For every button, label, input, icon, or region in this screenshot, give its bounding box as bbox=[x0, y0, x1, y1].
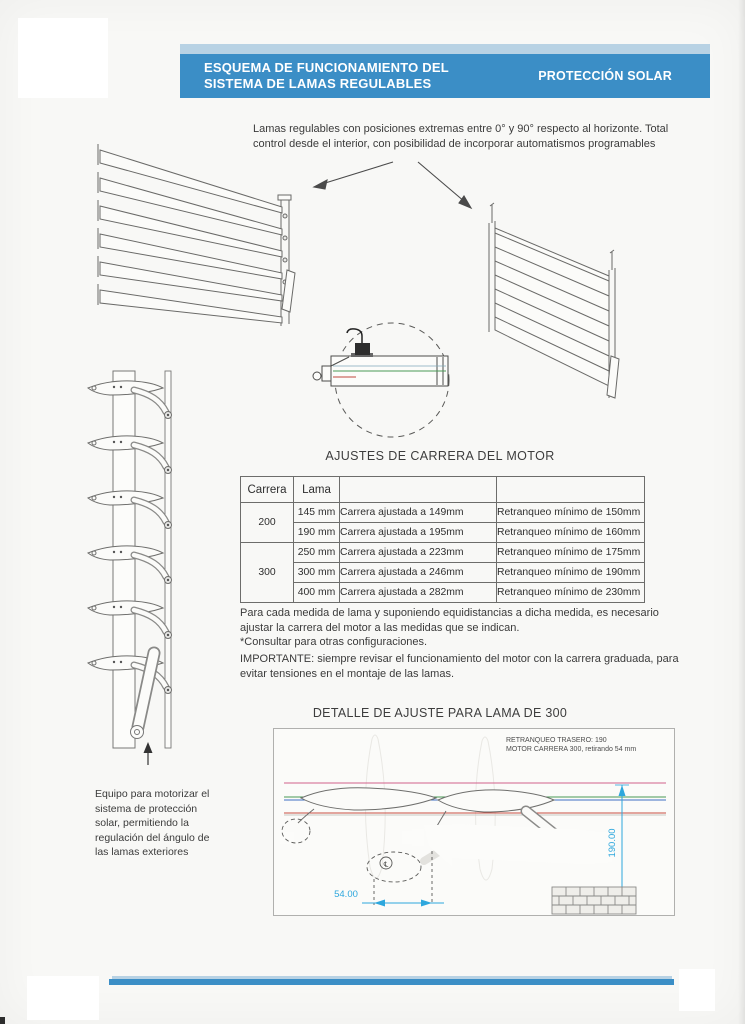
lama-mechanism-plan-drawing bbox=[80, 365, 220, 770]
intro-line2: control desde el interior, con posibilidad de incorporar automatismos programables bbox=[253, 138, 656, 150]
note-paragraph-2 bbox=[240, 652, 679, 681]
lama-cell: 190 mm bbox=[294, 523, 340, 543]
table-title: AJUSTES DE CARRERA DEL MOTOR bbox=[325, 449, 555, 463]
retranqueo-cell: Retranqueo mínimo de 160mm bbox=[497, 523, 645, 543]
retranqueo-cell: Retranqueo mínimo de 230mm bbox=[497, 583, 645, 603]
correction-patch-left bbox=[27, 976, 99, 1020]
carrera-ajustada-cell: Carrera ajustada a 195mm bbox=[340, 523, 497, 543]
annotation-line1: RETRANQUEO TRASERO: 190 bbox=[506, 737, 607, 744]
scan-artifact-mark bbox=[0, 1017, 5, 1024]
detail-title: DETALLE DE AJUSTE PARA LAMA DE 300 bbox=[312, 706, 568, 720]
annotation-line2: MOTOR CARRERA 300, retirando 54 mm bbox=[506, 746, 637, 753]
side-note-line: solar, permitiendo la bbox=[95, 817, 189, 829]
centerline-symbol: ℄ bbox=[383, 861, 389, 869]
table-row bbox=[241, 563, 645, 583]
lama-cell: 250 mm bbox=[294, 543, 340, 563]
side-note-line: Equipo para motorizar el bbox=[95, 788, 210, 800]
intro-line1: Lamas regulables con posiciones extremas entre 0° y 90° respecto al horizonte. Total bbox=[253, 123, 669, 135]
lama-cell: 300 mm bbox=[294, 563, 340, 583]
carrera-ajustada-cell: Carrera ajustada a 149mm bbox=[340, 503, 497, 523]
motor-connector bbox=[355, 343, 370, 355]
carrera-ajustada-cell: Carrera ajustada a 246mm bbox=[340, 563, 497, 583]
correction-patch-right bbox=[679, 969, 715, 1011]
note-line: Para cada medida de lama y suponiendo equidistancias a dicha medida, es necesario bbox=[240, 607, 659, 619]
actuator-assembly bbox=[280, 824, 612, 867]
closed-louver-panel-drawing bbox=[489, 203, 619, 398]
header-accent-strip bbox=[180, 44, 710, 54]
bottom-rule-dark bbox=[109, 979, 674, 985]
dimension-54-label: 54.00 bbox=[334, 889, 358, 900]
detail-annotation bbox=[506, 736, 636, 754]
header-category-label: PROTECCIÓN SOLAR bbox=[538, 69, 672, 83]
note-line: IMPORTANTE: siempre revisar el funcionamiento del motor con la carrera graduada, para bbox=[240, 653, 679, 665]
adjustment-detail-drawing bbox=[274, 729, 674, 915]
note-line: *Consultar para otras configuraciones. bbox=[240, 636, 428, 648]
header-empty2 bbox=[497, 477, 645, 503]
carrera-300-cell: 300 bbox=[241, 543, 294, 603]
panel-actuator bbox=[282, 270, 295, 312]
side-note bbox=[95, 787, 209, 860]
motor-stroke-table bbox=[240, 476, 645, 603]
table-header-row bbox=[241, 477, 645, 503]
carrera-ajustada-cell: Carrera ajustada a 223mm bbox=[340, 543, 497, 563]
note-line: ajustar la carrera del motor a las medidas que se indican. bbox=[240, 621, 520, 634]
lama-profile-left bbox=[298, 788, 436, 823]
dimension-190-label: 190.00 bbox=[607, 828, 618, 858]
whited-out-logo-area bbox=[18, 18, 108, 98]
header-banner bbox=[180, 54, 710, 98]
note-line: evitar tensiones en el montaje de las lamas. bbox=[240, 667, 455, 680]
arrow-to-open-panel bbox=[314, 162, 393, 189]
lama-cell: 400 mm bbox=[294, 583, 340, 603]
motor-cable bbox=[347, 329, 362, 343]
carrera-200-cell: 200 bbox=[241, 503, 294, 543]
header-lama: Lama bbox=[294, 477, 340, 503]
table-row bbox=[241, 503, 645, 523]
arrow-to-closed-panel bbox=[418, 162, 471, 208]
table-row bbox=[241, 583, 645, 603]
carrera-ajustada-cell: Carrera ajustada a 282mm bbox=[340, 583, 497, 603]
document-title-line1: ESQUEMA DE FUNCIONAMIENTO DEL bbox=[204, 60, 449, 75]
lama-cell: 145 mm bbox=[294, 503, 340, 523]
retranqueo-cell: Retranqueo mínimo de 150mm bbox=[497, 503, 645, 523]
retranqueo-cell: Retranqueo mínimo de 190mm bbox=[497, 563, 645, 583]
retranqueo-cell: Retranqueo mínimo de 175mm bbox=[497, 543, 645, 563]
open-louver-panel-drawing bbox=[98, 144, 295, 326]
pointer-arrow-up bbox=[144, 742, 153, 765]
table-row bbox=[241, 543, 645, 563]
header-carrera: Carrera bbox=[241, 477, 294, 503]
adjustment-detail-box bbox=[273, 728, 675, 916]
header-empty1 bbox=[340, 477, 497, 503]
document-title-line2: SISTEMA DE LAMAS REGULABLES bbox=[204, 76, 432, 91]
side-note-line: sistema de protección bbox=[95, 802, 198, 815]
note-paragraph-1 bbox=[240, 606, 659, 650]
side-note-line: regulación del ángulo de bbox=[95, 831, 210, 844]
side-note-line: las lamas exteriores bbox=[95, 846, 189, 858]
brick-wall-symbol bbox=[552, 887, 636, 914]
table-row bbox=[241, 523, 645, 543]
document-title bbox=[204, 60, 449, 92]
motor-detail-circle-drawing bbox=[313, 323, 449, 437]
